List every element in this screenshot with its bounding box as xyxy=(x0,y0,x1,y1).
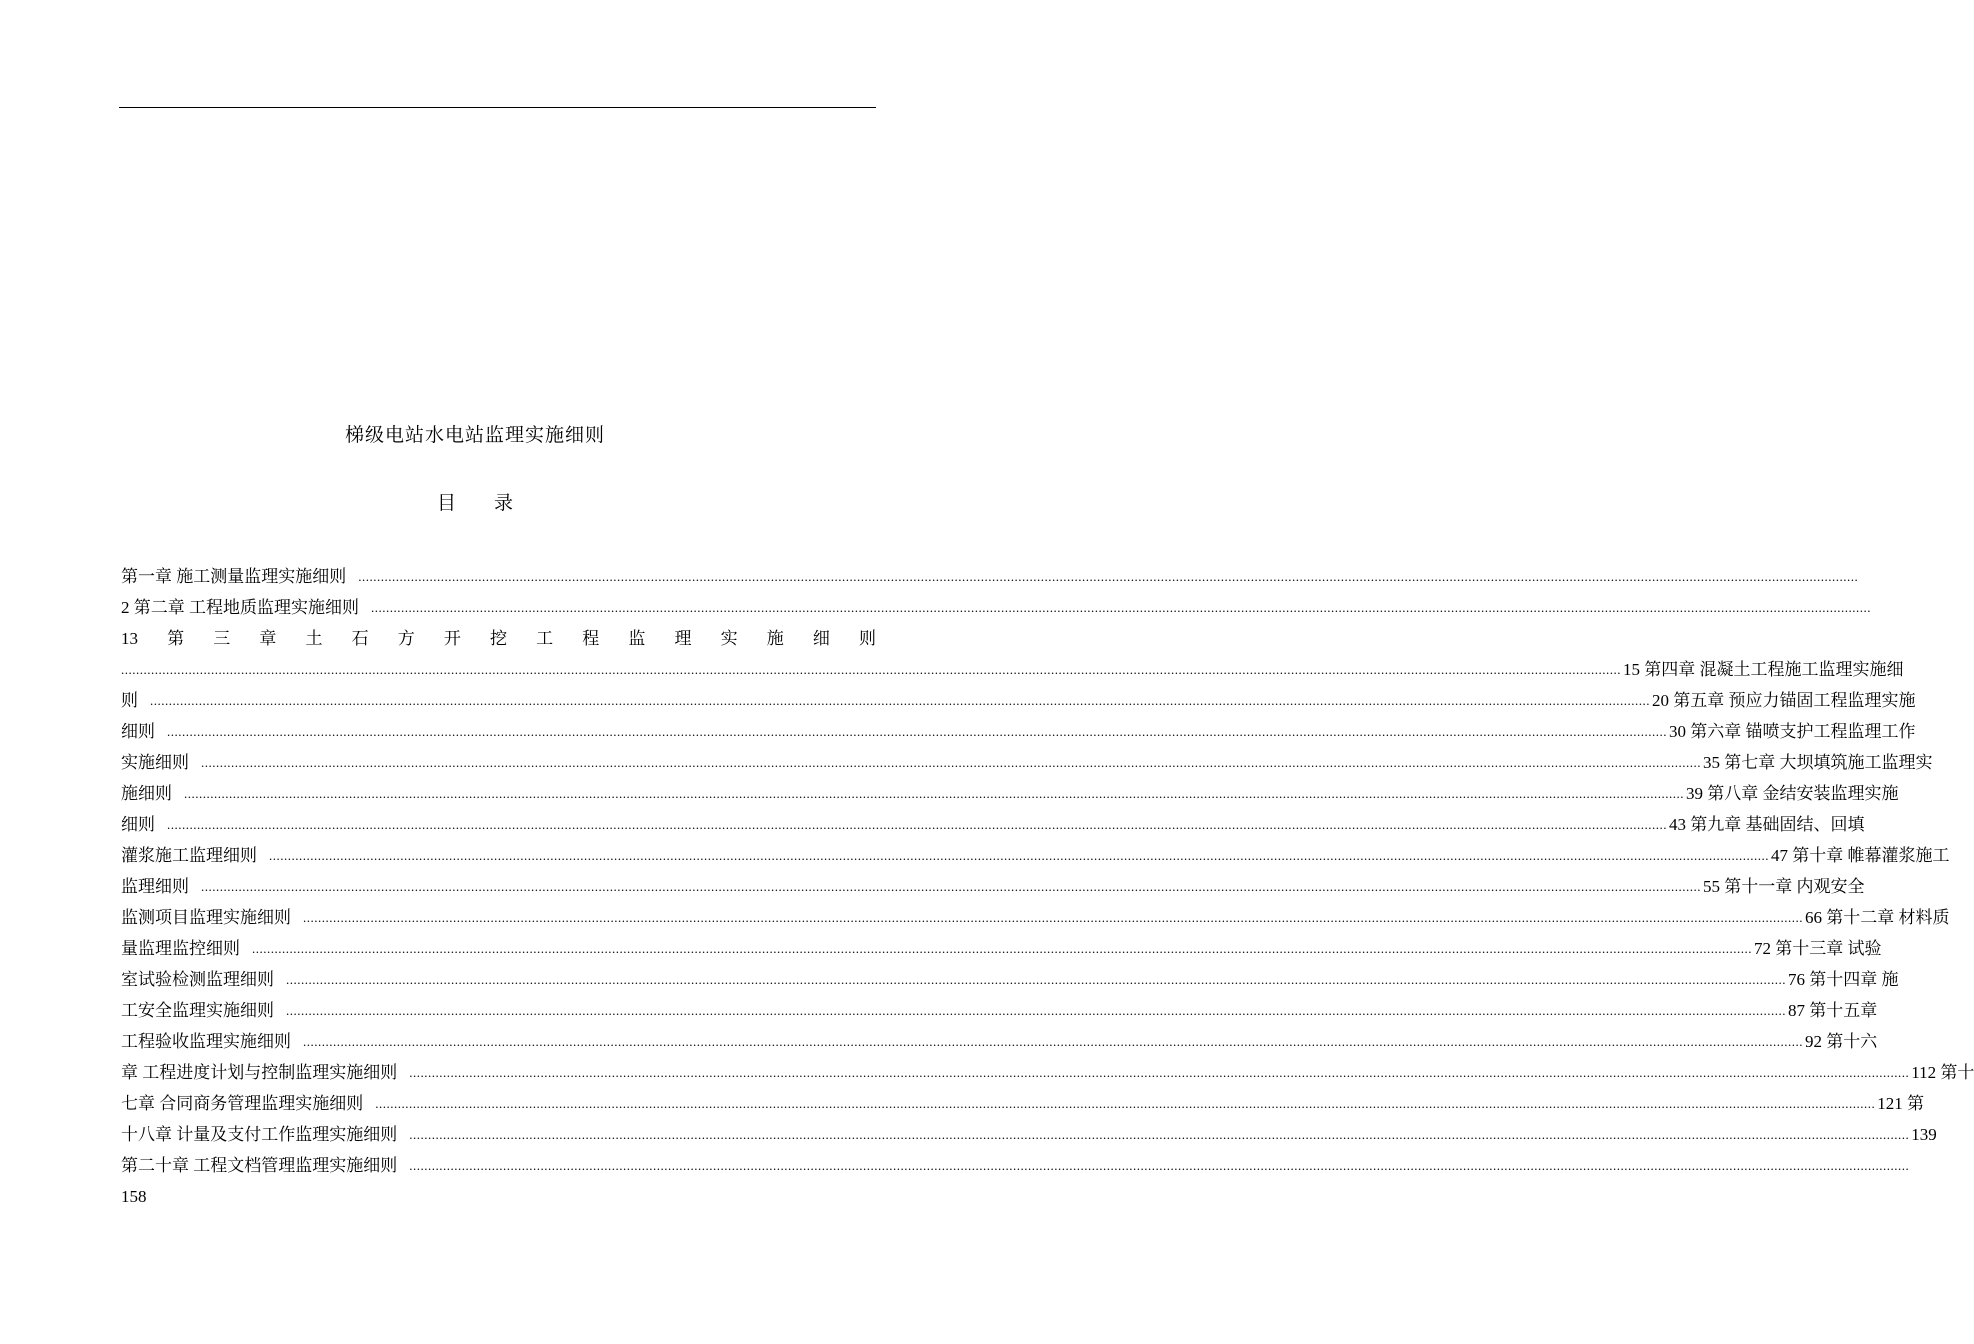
toc-line xyxy=(121,1088,1924,1119)
dot-leader: ................................................................................................................................................................................................................................................................................................................................................................................................................ xyxy=(303,910,1803,925)
toc-entry-page-and-next: 30 第六章 锚喷支护工程监理工作 xyxy=(1669,722,1916,741)
toc-line-char: 开 xyxy=(443,629,461,648)
toc-line xyxy=(121,1119,1937,1150)
dot-leader: ................................................................................................................................................................................................................................................................................................................................................................................................................ xyxy=(286,972,1786,987)
dot-leader: ................................................................................................................................................................................................................................................................................................................................................................................................................ xyxy=(409,1065,1910,1080)
toc-heading-char-1: 目 xyxy=(436,493,456,514)
toc-entry-page-and-next: 112 第十 xyxy=(1911,1063,1974,1082)
dot-leader: ................................................................................................................................................................................................................................................................................................................................................................................................................ xyxy=(269,848,1769,863)
toc-line-char: 挖 xyxy=(490,629,507,648)
toc-line xyxy=(121,592,1871,623)
dot-leader: ................................................................................................................................................................................................................................................................................................................................................................................................................ xyxy=(303,1034,1803,1049)
toc-line xyxy=(121,902,1950,933)
toc-entry-page-and-next: 43 第九章 基础固结、回填 xyxy=(1669,815,1865,834)
toc-entry-text: 则 xyxy=(121,691,138,710)
toc-line-char: 土 xyxy=(305,629,323,648)
toc-line xyxy=(121,933,1882,964)
toc-entry-text: 工安全监理实施细则 xyxy=(121,1001,274,1020)
dot-leader: ................................................................................................................................................................................................................................................................................................................................................................................................................ xyxy=(201,755,1701,770)
dot-leader: ................................................................................................................................................................................................................................................................................................................................................................................................................ xyxy=(286,1003,1786,1018)
toc-entry-page-and-next: 92 第十六 xyxy=(1805,1032,1878,1051)
dot-leader: ................................................................................................................................................................................................................................................................................................................................................................................................................ xyxy=(121,662,1621,677)
toc-entry-text: 158 xyxy=(121,1187,147,1206)
toc-entry-text: 十八章 计量及支付工作监理实施细则 xyxy=(121,1125,398,1144)
toc-entry-text: 室试验检测监理细则 xyxy=(121,970,274,989)
header-rule xyxy=(119,107,876,108)
toc-line xyxy=(121,1026,1878,1057)
toc-line xyxy=(121,964,1899,995)
toc-entry-page-and-next: 15 第四章 混凝土工程施工监理实施细 xyxy=(1623,660,1904,679)
toc-line-char: 施 xyxy=(766,629,784,648)
dot-leader: ................................................................................................................................................................................................................................................................................................................................................................................................................ xyxy=(201,879,1701,894)
toc-line-char: 程 xyxy=(582,629,600,648)
toc-line xyxy=(121,778,1899,809)
toc-line-char: 章 xyxy=(259,629,277,648)
toc-entry-text: 细则 xyxy=(121,815,155,834)
toc-entry-page-and-next: 47 第十章 帷幕灌浆施工 xyxy=(1771,846,1950,865)
toc-entry-page-and-next: 55 第十一章 内观安全 xyxy=(1703,877,1865,896)
toc-line xyxy=(121,685,1916,716)
toc-entry-page-and-next: 76 第十四章 施 xyxy=(1788,970,1899,989)
toc-entry-text: 章 工程进度计划与控制监理实施细则 xyxy=(121,1063,398,1082)
toc-line xyxy=(121,747,1933,778)
document-title: 梯级电站水电站监理实施细则 xyxy=(344,425,605,446)
toc-line xyxy=(121,871,1865,902)
dot-leader: ................................................................................................................................................................................................................................................................................................................................................................................................................ xyxy=(358,569,1859,584)
toc-entry-text: 灌浆施工监理细则 xyxy=(121,846,257,865)
table-of-contents xyxy=(121,561,1974,1212)
toc-entry-text: 量监理监控细则 xyxy=(121,939,240,958)
toc-line xyxy=(121,623,876,654)
toc-entry-text: 七章 合同商务管理监理实施细则 xyxy=(121,1094,364,1113)
toc-entry-page-and-next: 39 第八章 金结安装监理实施 xyxy=(1686,784,1899,803)
toc-heading-char-2: 录 xyxy=(494,493,514,514)
toc-entry-page-and-next: 35 第七章 大坝填筑施工监理实 xyxy=(1703,753,1933,772)
toc-line xyxy=(121,1181,876,1212)
dot-leader: ................................................................................................................................................................................................................................................................................................................................................................................................................ xyxy=(167,724,1667,739)
toc-line xyxy=(121,716,1916,747)
toc-entry-page-and-next: 72 第十三章 试验 xyxy=(1754,939,1882,958)
toc-line xyxy=(121,654,1904,685)
toc-line xyxy=(121,1057,1974,1088)
toc-line-char: 实 xyxy=(720,629,738,648)
toc-line xyxy=(121,561,1859,592)
toc-line-char: 细 xyxy=(812,629,830,648)
toc-line-char: 方 xyxy=(397,629,415,648)
toc-entry-page-and-next: 139 xyxy=(1911,1125,1937,1144)
toc-entry-text: 监测项目监理实施细则 xyxy=(121,908,291,927)
dot-leader: ................................................................................................................................................................................................................................................................................................................................................................................................................ xyxy=(409,1127,1910,1142)
toc-entry-text: 第一章 施工测量监理实施细则 xyxy=(121,567,347,586)
dot-leader: ................................................................................................................................................................................................................................................................................................................................................................................................................ xyxy=(184,786,1684,801)
toc-entry-text: 工程验收监理实施细则 xyxy=(121,1032,291,1051)
dot-leader: ................................................................................................................................................................................................................................................................................................................................................................................................................ xyxy=(167,817,1667,832)
toc-entry-text: 第二十章 工程文档管理监理实施细则 xyxy=(121,1156,398,1175)
toc-line-char: 理 xyxy=(674,629,692,648)
dot-leader: ................................................................................................................................................................................................................................................................................................................................................................................................................ xyxy=(375,1096,1876,1111)
toc-line-char: 监 xyxy=(628,629,646,648)
toc-heading xyxy=(0,488,950,515)
toc-entry-page-and-next: 66 第十二章 材料质 xyxy=(1805,908,1950,927)
toc-line-char: 13 xyxy=(121,629,138,648)
toc-line-char: 第 xyxy=(167,629,185,648)
dot-leader: ................................................................................................................................................................................................................................................................................................................................................................................................................ xyxy=(150,693,1650,708)
toc-entry-page-and-next: 87 第十五章 xyxy=(1788,1001,1878,1020)
toc-entry-page-and-next: 20 第五章 预应力锚固工程监理实施 xyxy=(1652,691,1916,710)
toc-line-char: 则 xyxy=(859,629,876,648)
toc-entry-text: 细则 xyxy=(121,722,155,741)
toc-entry-text: 施细则 xyxy=(121,784,172,803)
dot-leader: ................................................................................................................................................................................................................................................................................................................................................................................................................ xyxy=(409,1158,1910,1173)
dot-leader: ................................................................................................................................................................................................................................................................................................................................................................................................................ xyxy=(371,600,1871,615)
toc-line-char: 工 xyxy=(536,629,554,648)
toc-line xyxy=(121,995,1878,1026)
toc-line xyxy=(121,1150,1910,1181)
toc-line xyxy=(121,809,1865,840)
toc-entry-text: 实施细则 xyxy=(121,753,189,772)
toc-line-char: 石 xyxy=(351,629,369,648)
toc-entry-text: 监理细则 xyxy=(121,877,189,896)
toc-line xyxy=(121,840,1950,871)
toc-line-char: 三 xyxy=(213,629,231,648)
toc-entry-page-and-next: 121 第 xyxy=(1877,1094,1924,1113)
toc-entry-text: 2 第二章 工程地质监理实施细则 xyxy=(121,598,359,617)
dot-leader: ................................................................................................................................................................................................................................................................................................................................................................................................................ xyxy=(252,941,1752,956)
